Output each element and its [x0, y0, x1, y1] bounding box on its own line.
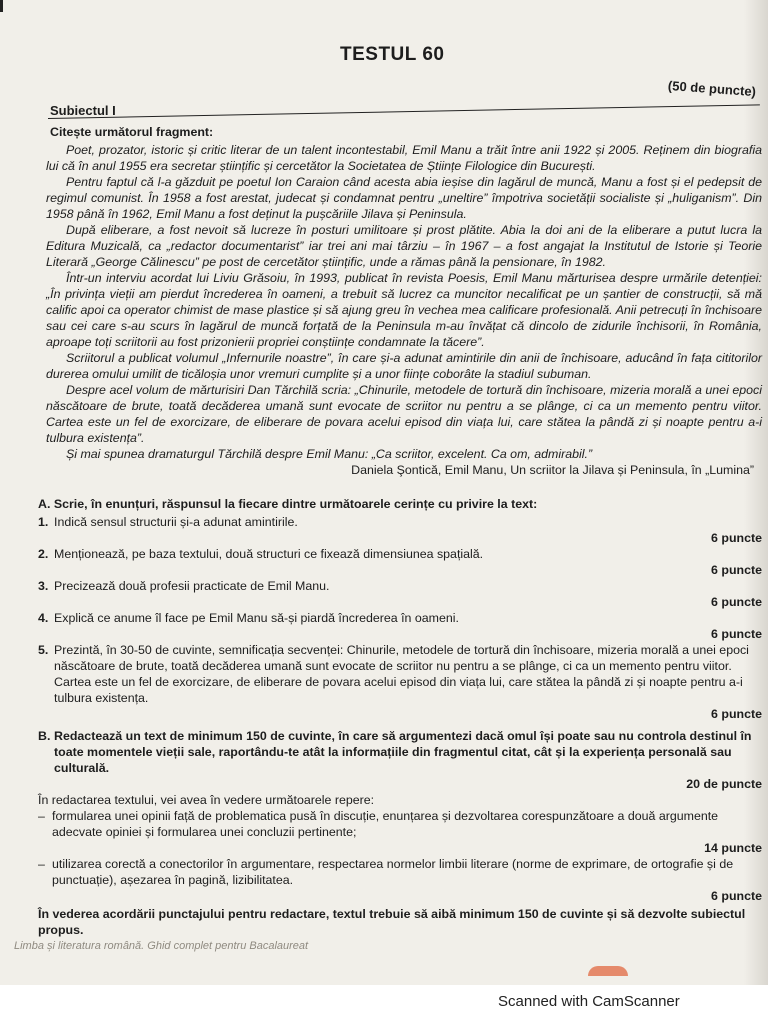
book-footer: Limba și literatura română. Ghid complet pentru Bacalaureat	[14, 940, 309, 952]
fragment-paragraph: Despre acel volum de mărturisiri Dan Tărchilă scria: „Chinurile, metodele de tortură din închisoare, mizeria morală a unei epoci născătoare de brute, toată decăderea umană sunt evocate de scriitor nu pentru a se plânge, ci ca un memento pentru viitor. Cartea este un fel de exorcizare, de eliberare de povara acelui episod din viața lui, care stătea la pândă zi și noapte pentru a-i tulbura existența”.	[46, 383, 762, 445]
content	[38, 124, 762, 938]
question-number: 4.	[38, 611, 49, 625]
question-points: 6 puncte	[711, 563, 762, 577]
section-b-text: Redactează un text de minimum 150 de cuvinte, în care să argumentezi dacă omul își poate sau nu controla destinul în toate momentele vieții sale, raportându-te atât la informațiile din fragmentul citat, cât și la experiența personală sau culturală.	[54, 729, 752, 775]
question-points: 6 puncte	[711, 707, 762, 721]
question-item	[38, 610, 762, 626]
subject-heading: Subiectul I	[50, 103, 116, 118]
fragment-paragraph: După eliberare, a fost nevoit să lucreze în posturi umilitoare și prost plătite. Abia la doi ani de la eliberare a putut lucra la Editura Muzicală, ca „redactor documentarist” iar trei ani mai târziu – în 1967 – a fost angajat la Institutul de Istorie și Teorie Literară „George Călinescu” pe post de cercetător științific, unde a rămas până la pensionare, în 1982.	[46, 223, 762, 269]
question-points: 6 puncte	[711, 627, 762, 641]
dash-bullet: –	[38, 809, 45, 823]
question-text: Explică ce anume îl face pe Emil Manu să-și piardă încrederea în oameni.	[54, 611, 459, 625]
header-rule	[48, 104, 760, 119]
final-note: În vederea acordării punctajului pentru redactare, textul trebuie să aibă minimum 150 de cuvinte și să dezvolte subiectul propus.	[38, 907, 746, 937]
page-title: TESTUL 60	[340, 44, 445, 65]
question-text: Menționează, pe baza textului, două structuri ce fixează dimensiunea spațială.	[54, 547, 484, 561]
criterion-points: 14 puncte	[704, 841, 762, 855]
fragment-source: Daniela Şontică, Emil Manu, Un scriitor la Jilava și Peninsula, în „Lumina”	[351, 463, 754, 477]
fragment-paragraph: Într-un interviu acordat lui Liviu Grăsoiu, în 1993, publicat în revista Poesis, Emil Manu mărturisea despre urmările detenției: „În privința vieții am pierdut încrederea în oameni, a trebuit să lucrez ca muncitor necalificat pe un șantier de construcții, să mă calific apoi ca operator chimist de mase plastice și să ajung greu în vechea mea calificare profesională. Anii petrecuți în închisoare sau cei care s-au scurs în lagărul de muncă forțată de la Peninsula m-au învățat că dincolo de zidurile închisorii, în România, aproape toți scriitorii au fost prizonierii propriei conștiințe condamnate la tăcere”.	[46, 271, 762, 349]
question-item	[38, 546, 762, 562]
question-number: 1.	[38, 515, 49, 529]
dash-bullet: –	[38, 857, 45, 871]
criterion-text: utilizarea corectă a conectorilor în argumentare, respectarea normelor limbii literare (norme de exprimare, de ortografie și de punctuație), așezarea în pagină, lizibilitatea.	[52, 857, 734, 887]
question-number: 2.	[38, 547, 49, 561]
page-stain	[588, 966, 628, 976]
criterion-text: formularea unei opinii față de problematica pusă în discuție, enunțarea și dezvoltarea corespunzătoare a două argumente adecvate opiniei și formularea unei concluzii pertinente;	[52, 809, 719, 839]
question-item	[38, 642, 762, 706]
section-b-points: 20 de puncte	[686, 777, 762, 791]
section-b-heading	[38, 728, 762, 776]
fragment-paragraph: Pentru faptul că l-a găzduit pe poetul Ion Caraion când acesta abia ieșise din lagărul de muncă, Manu a fost și el pedepsit de regimul comunist. În 1958 a fost arestat, judecat și condamnat pentru „uneltire” împotriva societății socialiste și „huliganism”. Din 1958 până în 1962, Emil Manu a fost deținut la pușcăriile Jilava și Peninsula.	[46, 175, 762, 221]
criterion-item	[38, 856, 762, 888]
question-number: 5.	[38, 643, 49, 657]
corner-mark	[0, 0, 3, 12]
fragment-paragraph: Și mai spunea dramaturgul Tărchilă despre Emil Manu: „Ca scriitor, excelent. Ca om, admirabil.”	[66, 447, 593, 461]
question-points: 6 puncte	[711, 595, 762, 609]
question-item	[38, 514, 762, 530]
question-text: Prezintă, în 30-50 de cuvinte, semnificația secvenței: Chinurile, metodele de tortură din închisoare, mizeria morală a unei epoci născătoare de brute, toată decăderea umană sunt evocate de scriitor nu pentru a se plânge, ci ca un memento pentru viitor. Cartea este un fel de exorcizare, de eliberare de povara acelui episod din viața lui, care stătea la pândă zi și noapte pentru a-i tulbura existența.	[54, 643, 749, 705]
section-b-number: B.	[38, 729, 51, 743]
camscanner-label: Scanned with CamScanner	[498, 993, 680, 1010]
question-text: Indică sensul structurii și-a adunat amintirile.	[54, 515, 298, 529]
criteria-intro: În redactarea textului, vei avea în vedere următoarele repere:	[38, 793, 375, 807]
question-points: 6 puncte	[711, 531, 762, 545]
fragment-lead: Citește următorul fragment:	[50, 125, 214, 139]
question-number: 3.	[38, 579, 49, 593]
fragment-text	[38, 142, 762, 478]
question-item	[38, 578, 762, 594]
criterion-points: 6 puncte	[711, 889, 762, 903]
section-a-heading: A. Scrie, în enunțuri, răspunsul la fiecare dintre următoarele cerințe cu privire la text:	[38, 497, 538, 511]
total-points: (50 de puncte)	[667, 78, 757, 100]
criterion-item	[38, 808, 762, 840]
fragment-paragraph: Scriitorul a publicat volumul „Infernurile noastre”, în care și-a adunat amintirile din anii de închisoare, aducând în fața cititorilor durerea omului umilit de ticăloșia unor vremuri cumplite și a unor ființe coborâte la stadiul subuman.	[46, 351, 762, 381]
question-text: Precizează două profesii practicate de Emil Manu.	[54, 579, 330, 593]
fragment-paragraph: Poet, prozator, istoric și critic literar de un talent incontestabil, Emil Manu a trăit între anii 1922 și 2005. Reținem din biografia lui că în anul 1955 era secretar științific și cercetător la Societatea de Științe Filologice din București.	[46, 143, 762, 173]
